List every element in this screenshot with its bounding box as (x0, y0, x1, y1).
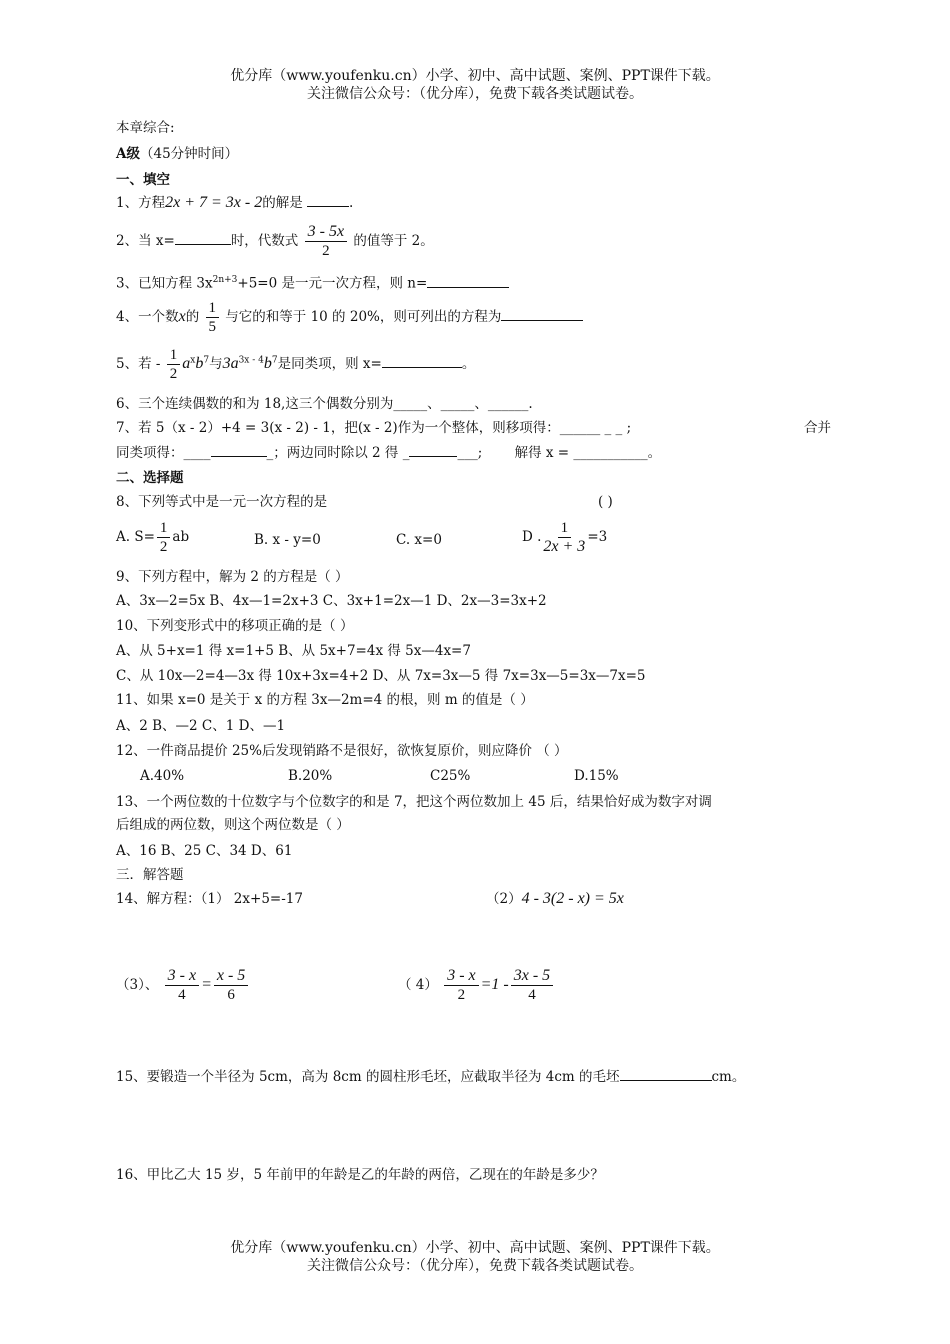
question-7-line-2 (116, 443, 661, 463)
question-8-paren: ( ) (598, 494, 613, 510)
question-2 (116, 224, 434, 259)
section-solve-heading: 三．解答题 (116, 867, 184, 883)
q1-prefix: 1、方程 (116, 195, 166, 211)
q15-prefix: 15、要锻造一个半径为 5cm，高为 8cm 的圆柱形毛坯，应截取半径为 4cm 的毛坯 (116, 1069, 620, 1085)
q14-p3-den2: 6 (227, 987, 235, 1003)
question-10-options-ab: A、从 5+x=1 得 x=1+5 B、从 5x+7=4x 得 5x—4x=7 (116, 643, 471, 659)
q5-suffix: 是同类项，则 x= (277, 356, 382, 372)
question-16: 16、甲比乙大 15 岁，5 年前甲的年龄是乙的年龄的两倍，乙现在的年龄是多少？ (116, 1167, 604, 1183)
q3-prefix: 3、已知方程 3x (116, 275, 213, 292)
question-13-options: A、16 B、25 C、34 D、61 (116, 843, 293, 859)
q8-a-den: 2 (159, 539, 168, 555)
q14-p4-label: （ 4） (398, 977, 438, 993)
q5-end: 。 (461, 356, 476, 372)
section-choice-heading: 二、选择题 (116, 470, 184, 486)
question-14-part-3 (116, 968, 250, 1003)
q7-blank-2[interactable] (409, 444, 457, 457)
q4-mid: 的 (185, 309, 200, 325)
q12-option-b: B.20% (288, 768, 333, 784)
q3-exponent: 2n+3 (212, 275, 238, 285)
question-12-stem: 12、一件商品提价 25%后发现销路不是很好，欲恢复原价，则应降价 （ ） (116, 743, 568, 759)
q1-answer-blank[interactable] (307, 194, 349, 207)
q4-answer-blank[interactable] (501, 308, 583, 321)
q7-part-c: ___; (457, 445, 483, 461)
q14-p4-fraction-2 (511, 968, 553, 1003)
question-11-options: A、2 B、—2 C、1 D、—1 (116, 718, 286, 734)
question-7-merge: 合并 (804, 420, 831, 436)
q8-a-post: ab (172, 529, 190, 545)
q5-term-b2: b (263, 355, 272, 372)
q1-equation: 2x + 7 = 3x - 2 (165, 194, 263, 211)
q14-p3-num1: 3 - x (165, 968, 199, 986)
question-10-options-cd: C、从 10x—2=4—3x 得 10x+3x=4+2 D、从 7x=3x—5 得 7x=3x—5=3x—7x=5 (116, 668, 646, 684)
question-13-line-2: 后组成的两位数，则这个两位数是（ ） (116, 817, 350, 833)
q14-p4-den1: 2 (457, 987, 466, 1003)
q1-suffix: 的解是 (262, 195, 303, 211)
q8-d-num: 1 (558, 520, 572, 538)
question-14-part-2 (486, 889, 624, 909)
q8-d-post: =3 (587, 529, 608, 545)
q1-end: . (349, 195, 354, 211)
q8-option-a (116, 520, 189, 555)
q14-p4-fraction-1 (444, 968, 478, 1003)
q7-part-d: 解得 x = ___________。 (514, 445, 662, 461)
q5-term-3a: 3a (222, 355, 239, 372)
q12-option-a: A.40% (140, 768, 185, 784)
q4-denominator: 5 (208, 319, 216, 335)
q2-fraction (305, 224, 347, 259)
q4-suffix: 与它的和等于 10 的 20%，则可列出的方程为 (225, 309, 502, 325)
q7-blank-1[interactable] (211, 444, 267, 457)
q8-d-pre: D . (522, 529, 542, 545)
q8-d-den: 2x + 3 (543, 538, 586, 555)
q5-term-b: b (195, 355, 204, 372)
q15-suffix: cm。 (711, 1069, 746, 1085)
q8-a-pre: A. S= (116, 529, 155, 545)
q12-option-d: D.15% (574, 768, 619, 784)
time-label: （45分钟时间） (139, 146, 239, 162)
question-8-stem: 8、下列等式中是一元一次方程的是 (116, 494, 328, 510)
q8-a-fraction (157, 520, 171, 555)
q5-term-3a-exp: 3x - 4 (238, 355, 264, 366)
question-10-stem: 10、下列变形式中的移项正确的是（ ） (116, 618, 354, 634)
q7-part-b: _；两边同时除以 2 得 _ (266, 445, 410, 461)
level-line (116, 144, 238, 164)
q3-answer-blank[interactable] (427, 275, 509, 288)
q2-denominator: 2 (322, 243, 330, 259)
q5-term-a-exp: x (190, 355, 196, 366)
q14-p3-den1: 4 (178, 987, 186, 1003)
question-4 (116, 300, 583, 335)
q8-option-c: C. x=0 (396, 532, 442, 548)
q2-mid: 时，代数式 (230, 233, 299, 249)
q5-term-b2-exp: 7 (271, 355, 278, 366)
q5-numerator: 1 (167, 347, 181, 365)
q14-p4-num1: 3 - x (444, 968, 478, 986)
q5-answer-blank[interactable] (382, 355, 462, 368)
q5-denominator: 2 (169, 366, 178, 382)
question-5 (116, 347, 475, 382)
q14-p4-den2: 4 (528, 987, 536, 1003)
q4-fraction (206, 300, 220, 335)
q5-prefix: 5、若 - (116, 356, 161, 372)
q3-mid: +5=0 是一元一次方程，则 n= (237, 275, 428, 292)
question-13-line-1: 13、一个两位数的十位数字与个位数字的和是 7，把这个两位数加上 45 后，结果恰好成为数字对调 (116, 794, 712, 810)
q14-p3-eq: = (201, 976, 212, 993)
question-14-part-4 (398, 968, 555, 1003)
q8-a-num: 1 (157, 520, 171, 538)
q7-part-a: 同类项得：____ (116, 445, 211, 461)
q5-mid: 与 (209, 356, 223, 372)
question-6: 6、三个连续偶数的和为 18,这三个偶数分别为_____、_____、______. (116, 396, 533, 412)
q14-p4-num2: 3x - 5 (511, 968, 553, 986)
q2-suffix: 的值等于 2。 (353, 233, 434, 249)
question-3 (116, 270, 509, 294)
q5-term-a: a (182, 355, 191, 372)
q2-numerator: 3 - 5x (305, 224, 347, 242)
question-11-stem: 11、如果 x=0 是关于 x 的方程 3x—2m=4 的根，则 m 的值是（ ） (116, 692, 534, 708)
q14-p2-equation: 4 - 3(2 - x) = 5x (521, 890, 624, 907)
question-1 (116, 193, 353, 213)
q8-option-d (522, 520, 607, 555)
q8-d-fraction (543, 520, 585, 555)
q12-option-c: C25% (430, 768, 471, 784)
q14-p3-fraction-1 (165, 968, 199, 1003)
question-7-line-1: 7、若 5（x - 2）+4 = 3(x - 2) - 1，把(x - 2)作为一个整体，则移项得：______ _ _ ; (116, 420, 632, 436)
q14-p3-num2: x - 5 (214, 968, 248, 986)
footer-line-1: 优分库（www.youfenku.cn）小学、初中、高中试题、案例、PPT课件下载。 (230, 1240, 720, 1256)
q4-variable: x (178, 308, 186, 325)
q15-answer-blank[interactable] (620, 1068, 712, 1081)
q2-answer-blank[interactable] (175, 232, 231, 245)
q4-numerator: 1 (206, 300, 220, 318)
question-9-options: A、3x—2=5x B、4x—1=2x+3 C、3x+1=2x—1 D、2x—3=3x+2 (116, 593, 547, 609)
question-14-stem: 14、解方程：（1） 2x+5=-17 (116, 891, 303, 907)
footer-line-2: 关注微信公众号：（优分库），免费下载各类试题试卷。 (307, 1258, 643, 1274)
q14-p4-mid: =1 - (480, 976, 509, 993)
question-15 (116, 1067, 745, 1087)
level-label: A级 (116, 146, 140, 162)
q5-fraction (167, 347, 181, 382)
q14-p3-fraction-2 (214, 968, 248, 1003)
q14-p2-label: （2） (486, 891, 522, 907)
question-8-options (116, 520, 816, 566)
header-line-2: 关注微信公众号：（优分库），免费下载各类试题试卷。 (307, 86, 643, 102)
q2-prefix: 2、当 x= (116, 233, 175, 249)
q4-prefix: 4、一个数 (116, 309, 179, 325)
chapter-label: 本章综合: (116, 120, 175, 136)
q5-term-b-exp: 7 (203, 355, 210, 366)
q8-option-b: B. x - y=0 (254, 532, 321, 548)
header-line-1: 优分库（www.youfenku.cn）小学、初中、高中试题、案例、PPT课件下载。 (230, 68, 720, 84)
section-fill-heading: 一、填空 (116, 172, 170, 188)
q14-p3-label: （3）、 (116, 977, 159, 993)
question-9-stem: 9、下列方程中，解为 2 的方程是（ ） (116, 569, 349, 585)
